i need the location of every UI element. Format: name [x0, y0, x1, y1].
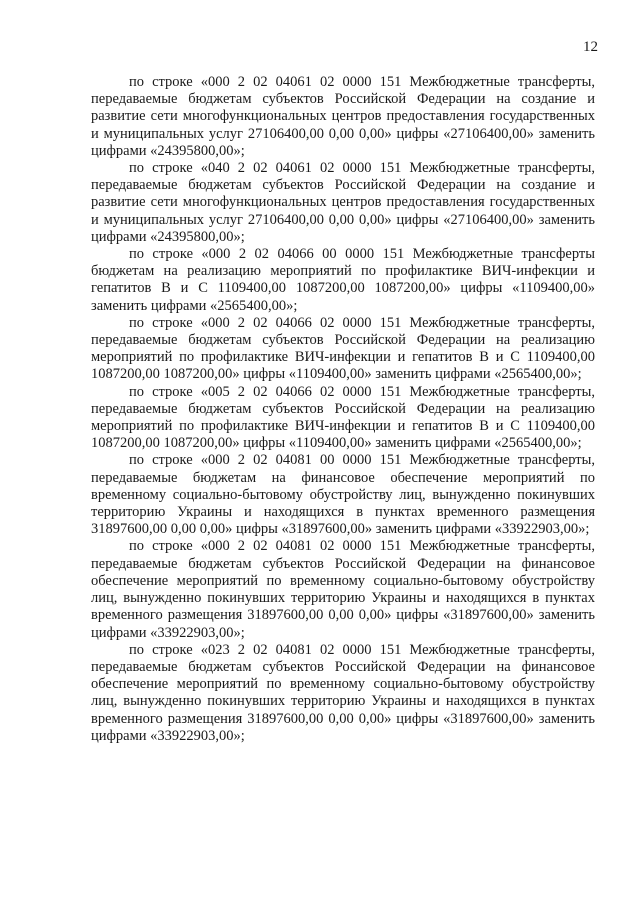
amendment-paragraph: по строке «000 2 02 04081 02 0000 151 Межбюджетные трансферты, передаваемые бюджетам субъектов Российской Федерации на финансовое обеспечение мероприятий по временному социально-бытовому обустройству лиц, вынужденно покинувших территорию Украины и находящихся в пунктах временного размещения 31897600,00 0,00 0,00» цифры «31897600,00» заменить цифрами «33922903,00»; — [91, 538, 595, 641]
amendment-paragraph: по строке «005 2 02 04066 02 0000 151 Межбюджетные трансферты, передаваемые бюджетам субъектов Российской Федерации на реализацию мероприятий по профилактике ВИЧ-инфекции и гепатитов В и С 1109400,00 1087200,00 1087200,00» цифры «1109400,00» заменить цифрами «2565400,00»; — [91, 383, 595, 452]
amendment-paragraph: по строке «023 2 02 04081 02 0000 151 Межбюджетные трансферты, передаваемые бюджетам субъектов Российской Федерации на финансовое обеспечение мероприятий по временному социально-бытовому обустройству лиц, вынужденно покинувших территорию Украины и находящихся в пунктах временного размещения 31897600,00 0,00 0,00» цифры «31897600,00» заменить цифрами «33922903,00»; — [91, 641, 595, 744]
document-body — [91, 74, 595, 745]
amendment-paragraph: по строке «000 2 02 04066 02 0000 151 Межбюджетные трансферты, передаваемые бюджетам субъектов Российской Федерации на реализацию мероприятий по профилактике ВИЧ-инфекции и гепатитов В и С 1109400,00 1087200,00 1087200,00» цифры «1109400,00» заменить цифрами «2565400,00»; — [91, 314, 595, 383]
amendment-paragraph: по строке «000 2 02 04061 02 0000 151 Межбюджетные трансферты, передаваемые бюджетам субъектов Российской Федерации на создание и развитие сети многофункциональных центров предоставления государственных и муниципальных услуг 27106400,00 0,00 0,00» цифры «27106400,00» заменить цифрами «24395800,00»; — [91, 74, 595, 159]
amendment-paragraph: по строке «000 2 02 04081 00 0000 151 Межбюджетные трансферты, передаваемые бюджетам на финансовое обеспечение мероприятий по временному социально-бытовому обустройству лиц, вынужденно покинувших территорию Украины и находящихся в пунктах временного размещения 31897600,00 0,00 0,00» цифры «31897600,00» заменить цифрами «33922903,00»; — [91, 452, 595, 538]
amendment-paragraph: по строке «040 2 02 04061 02 0000 151 Межбюджетные трансферты, передаваемые бюджетам субъектов Российской Федерации на создание и развитие сети многофункциональных центров предоставления государственных и муниципальных услуг 27106400,00 0,00 0,00» цифры «27106400,00» заменить цифрами «24395800,00»; — [91, 160, 595, 245]
amendment-paragraph: по строке «000 2 02 04066 00 0000 151 Межбюджетные трансферты бюджетам на реализацию мероприятий по профилактике ВИЧ-инфекции и гепатитов В и С 1109400,00 1087200,00 1087200,00» цифры «1109400,00» заменить цифрами «2565400,00»; — [91, 246, 595, 314]
page-number: 12 — [583, 39, 598, 55]
